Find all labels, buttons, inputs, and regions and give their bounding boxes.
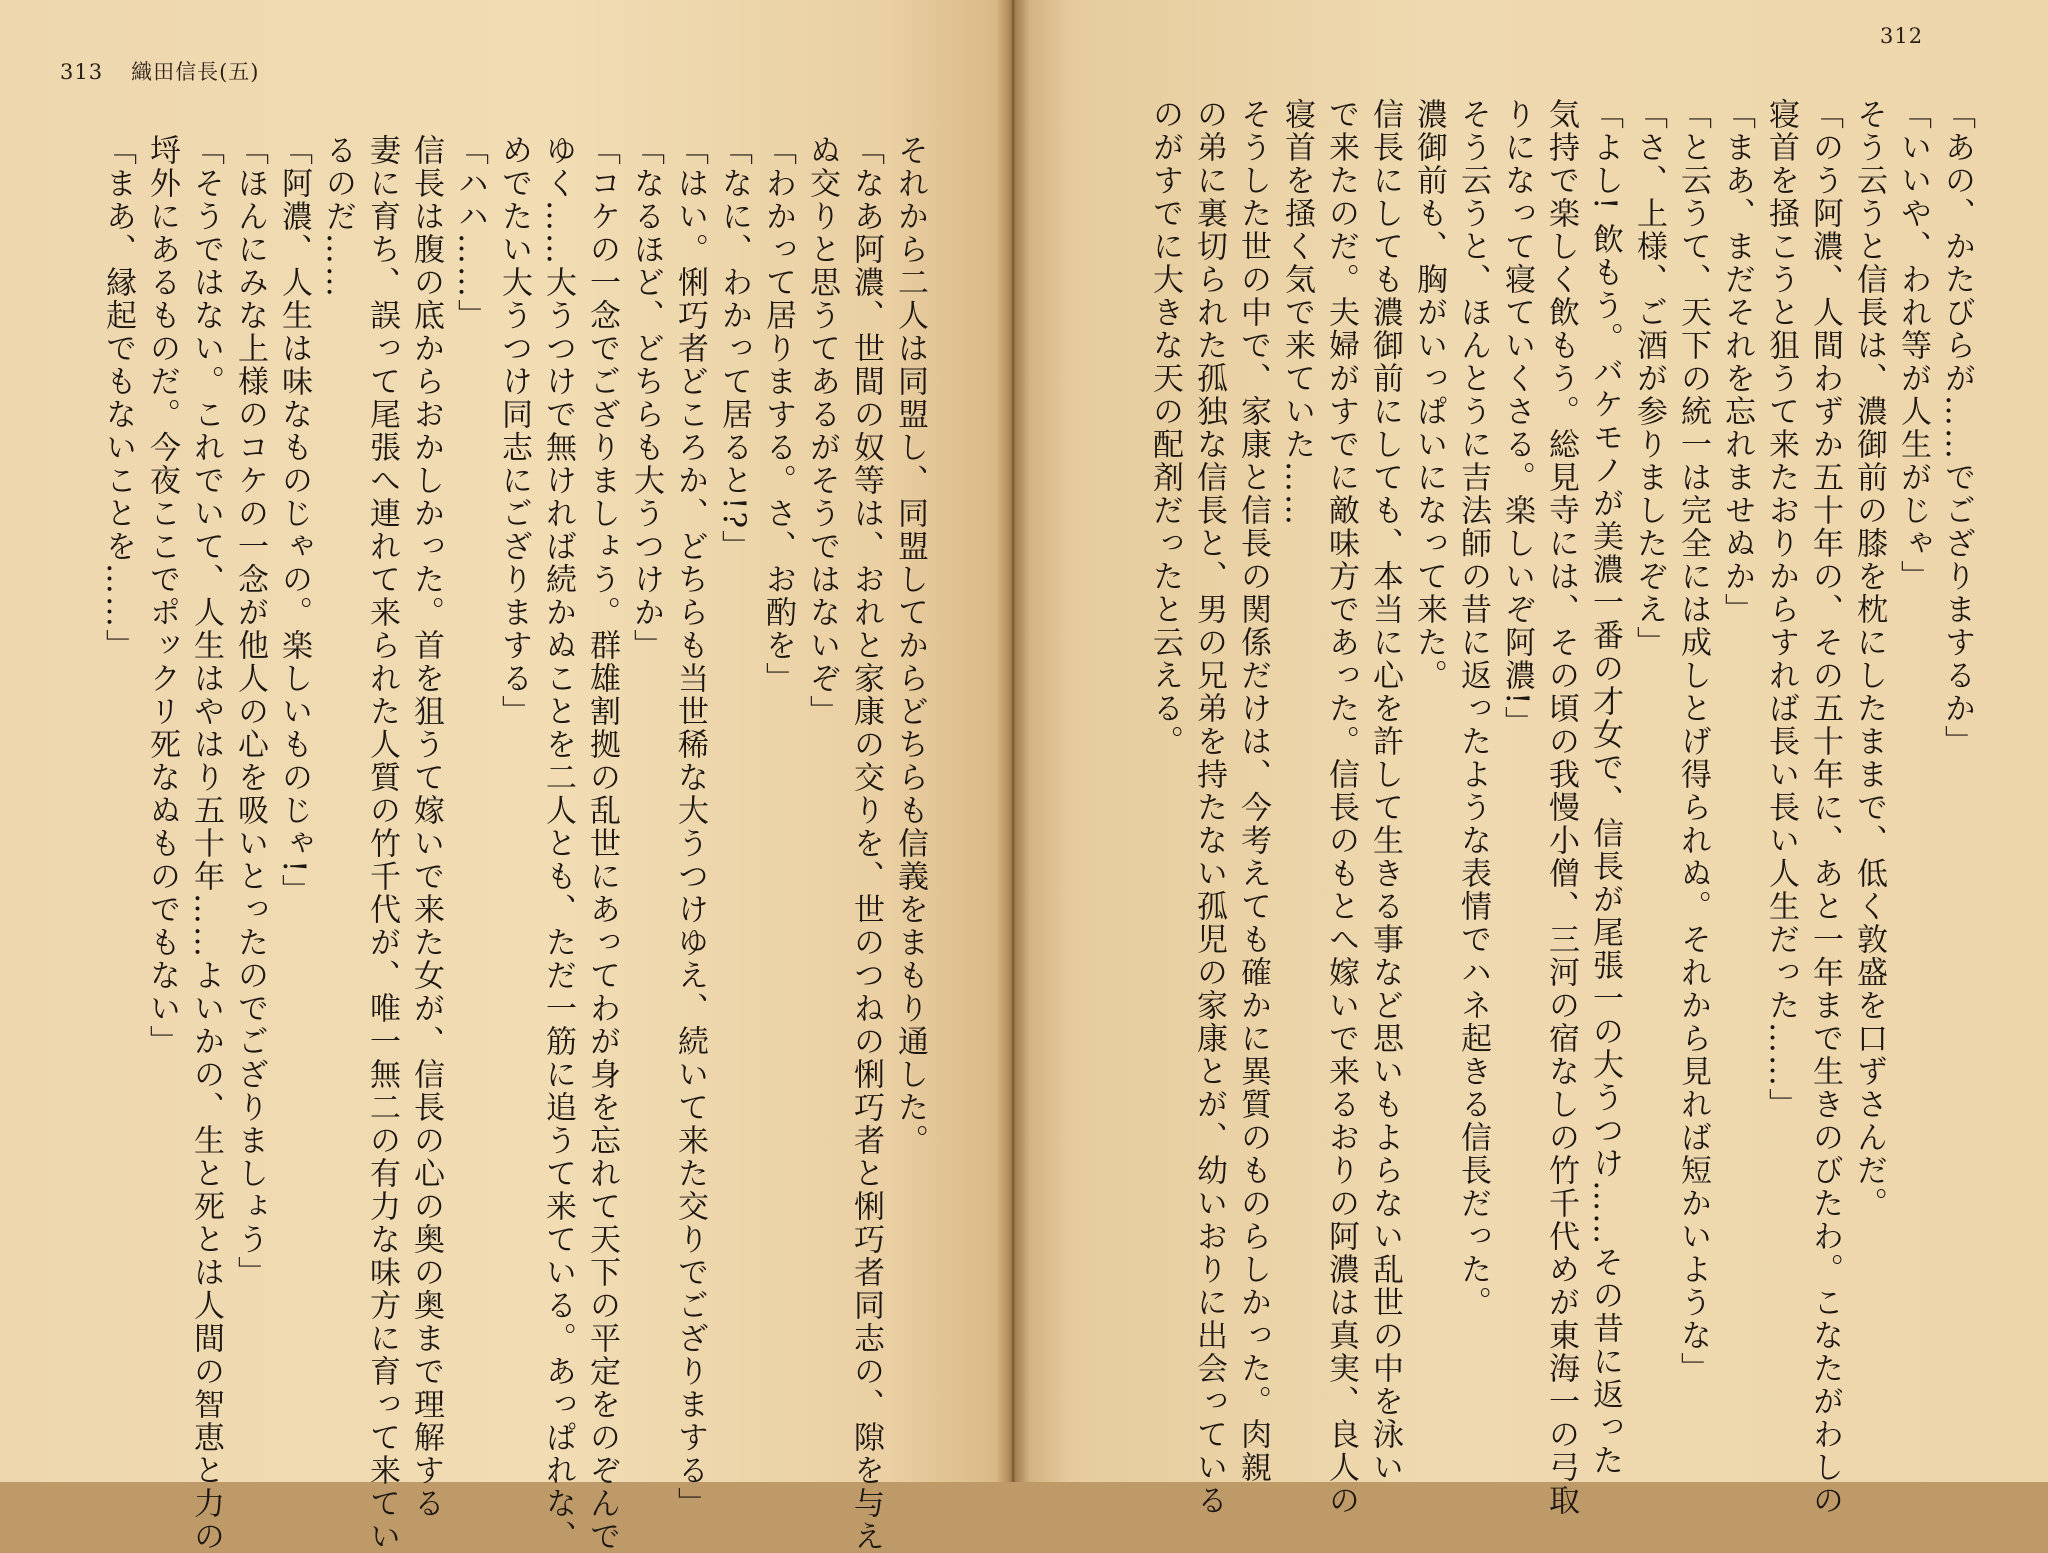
text-line: 「ハハ……」: [452, 134, 488, 332]
text-line: 「なに、わかって居ると!?」: [716, 134, 752, 564]
text-line: 埒外にあるものだ。今夜ここでポックリ死なぬものでもない」: [144, 134, 180, 1058]
text-line: 信長は腹の底からおかしかった。首を狙うて嫁いで来た女が、信長の心の奥の奥まで理解する: [408, 134, 444, 1520]
text-line: の弟に裏切られた孤独な信長と、男の兄弟を持たない孤児の家康とが、幼いおりに出会っている: [1191, 98, 1227, 1517]
text-line: 「のう阿濃、人間わずか五十年の、その五十年に、あと一年まで生きのびたわ。こなたがわしの: [1807, 98, 1843, 1517]
text-line: りになって寝ていくさる。楽しいぞ阿濃!」: [1499, 98, 1535, 740]
text-line: 「よし! 飲もう。バケモノが美濃一番の才女で、信長が尾張一の大うつけ……その昔に返った: [1587, 98, 1623, 1478]
text-line: 寝首を掻こうと狙うて来たおりからすれば長い長い人生だった……」: [1763, 98, 1799, 1121]
left-page-number: 313: [60, 60, 104, 84]
text-line: 「ほんにみな上様のコケの一念が他人の心を吸いとったのでござりましょう」: [232, 134, 268, 1289]
text-line: そう云うと信長は、濃御前の膝を枕にしたままで、低く敦盛を口ずさんだ。: [1851, 98, 1887, 1220]
text-line: 「なるほど、どちらも大うつけか」: [628, 134, 664, 662]
text-line: で来たのだ。夫婦がすでに敵味方であった。信長のもとへ嫁いで来るおりの阿濃は真実、良人の: [1323, 98, 1359, 1517]
text-line: るのだ……: [320, 134, 356, 299]
text-line: 信長にしても濃御前にしても、本当に心を許して生きる事など思いもよらない乱世の中を泳い: [1367, 98, 1403, 1484]
right-page-text: [1089, 98, 1979, 1517]
text-line: 寝首を掻く気で来ていた……: [1279, 98, 1315, 527]
text-line: 「そうではない。これでいて、人生はやはり五十年……よいかの、生と死とは人間の智恵と力の: [188, 134, 224, 1553]
text-line: ぬ交りと思うてあるがそうではないぞ」: [804, 134, 840, 728]
left-page-header: [60, 56, 259, 86]
text-line: 妻に育ち、誤って尾張へ連れて来られた人質の竹千代が、唯一無二の有力な味方に育って来てい: [364, 134, 400, 1553]
running-title: 織田信長(五): [131, 60, 260, 84]
text-line: ゆく……大うつけで無ければ続かぬことを二人とも、ただ一筋に追うて来ている。あっぱれな、: [540, 134, 576, 1553]
text-line: めでたい大うつけ同志にござりまする」: [496, 134, 532, 728]
text-line: 「あの、かたびらが……でござりまするか」: [1939, 98, 1975, 758]
text-line: 「なあ阿濃、世間の奴等は、おれと家康の交りを、世のつねの悧巧者と悧巧者同志の、隙を与え: [848, 134, 884, 1553]
text-line: 濃御前も、胸がいっぱいになって来た。: [1411, 98, 1447, 692]
text-line: それから二人は同盟し、同盟してからどちらも信義をまもり通した。: [892, 134, 928, 1157]
right-page-number: 312: [1880, 24, 1924, 48]
book-gutter: [996, 0, 1030, 1482]
left-page-text: [64, 134, 932, 1553]
text-line: 気持で楽しく飲もう。総見寺には、その頃の我慢小僧、三河の宿なしの竹千代めが東海一の弓取: [1543, 98, 1579, 1517]
text-line: そうした世の中で、家康と信長の関係だけは、今考えても確かに異質のものらしかった。肉親: [1235, 98, 1271, 1484]
text-line: のがすでに大きな天の配剤だったと云える。: [1147, 98, 1183, 758]
text-line: 「まあ、まだそれを忘れませぬか」: [1719, 98, 1755, 626]
text-line: 「いいや、われ等が人生がじゃ」: [1895, 98, 1931, 593]
text-line: 「と云うて、天下の統一は完全には成しとげ得られぬ。それから見れば短かいような」: [1675, 98, 1711, 1385]
text-line: 「はい。悧巧者どころか、どちらも当世稀な大うつけゆえ、続いて来た交りでござりまする」: [672, 134, 708, 1520]
text-line: 「さ、上様、ご酒が参りましたぞえ」: [1631, 98, 1667, 659]
text-line: 「コケの一念でござりましょう。群雄割拠の乱世にあってわが身を忘れて天下の平定をのぞんで: [584, 134, 620, 1553]
right-page-header: [1880, 24, 1923, 48]
text-line: 「わかって居りまする。さ、お酌を」: [760, 134, 796, 695]
text-line: 「まあ、縁起でもないことを……」: [100, 134, 136, 662]
text-line: 「阿濃、人生は味なものじゃの。楽しいものじゃ!」: [276, 134, 312, 908]
text-line: そう云うと、ほんとうに吉法師の昔に返ったような表情でハネ起きる信長だった。: [1455, 98, 1491, 1319]
